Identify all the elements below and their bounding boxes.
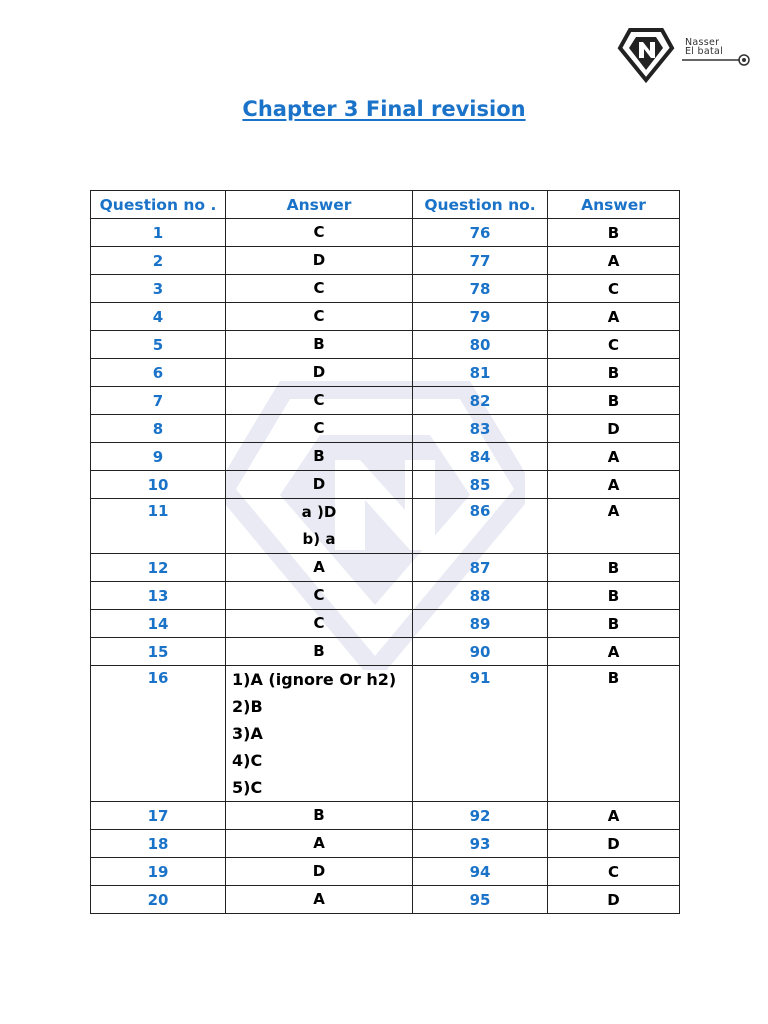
question-number-left: 12 [91, 554, 226, 582]
question-number-right: 84 [413, 443, 548, 471]
question-number-left: 1 [91, 219, 226, 247]
table-row [91, 359, 680, 387]
header-answer-left: Answer [226, 191, 413, 219]
question-number-left: 15 [91, 638, 226, 666]
table-header-row [91, 191, 680, 219]
question-number-left: 2 [91, 247, 226, 275]
question-number-left: 18 [91, 830, 226, 858]
answer-right: A [548, 443, 680, 471]
question-number-right: 89 [413, 610, 548, 638]
question-number-left: 16 [91, 666, 226, 802]
answer-left [226, 638, 413, 666]
table-row [91, 582, 680, 610]
answer-line: B [313, 642, 325, 660]
table-row [91, 303, 680, 331]
answer-right: B [548, 582, 680, 610]
question-number-left: 6 [91, 359, 226, 387]
answer-left [226, 830, 413, 858]
answer-right: A [548, 802, 680, 830]
question-number-left: 9 [91, 443, 226, 471]
question-number-right: 79 [413, 303, 548, 331]
table-row [91, 443, 680, 471]
answers-table-body [91, 219, 680, 914]
answer-right: A [548, 499, 680, 554]
answer-right: B [548, 610, 680, 638]
question-number-left: 10 [91, 471, 226, 499]
answer-line: A [313, 558, 325, 576]
question-number-left: 4 [91, 303, 226, 331]
answer-left [226, 858, 413, 886]
question-number-right: 87 [413, 554, 548, 582]
brand-name-line1: Nasser [685, 37, 720, 48]
table-row [91, 610, 680, 638]
answer-right: B [548, 666, 680, 802]
answer-line: C [313, 391, 325, 409]
table-row [91, 247, 680, 275]
page-title-text: Chapter 3 Final revision [242, 97, 526, 121]
answer-line: C [313, 223, 325, 241]
answer-left [226, 610, 413, 638]
question-number-left: 7 [91, 387, 226, 415]
answer-line: 1)A (ignore Or h2) [232, 670, 397, 689]
answer-left [226, 499, 413, 554]
table-row [91, 802, 680, 830]
question-number-left: 11 [91, 499, 226, 554]
answer-right: D [548, 830, 680, 858]
question-number-right: 85 [413, 471, 548, 499]
table-row [91, 219, 680, 247]
answer-left [226, 275, 413, 303]
question-number-left: 5 [91, 331, 226, 359]
answer-right: B [548, 554, 680, 582]
question-number-left: 14 [91, 610, 226, 638]
answer-right: D [548, 886, 680, 914]
answer-line: A [313, 890, 325, 908]
question-number-left: 13 [91, 582, 226, 610]
answer-left [226, 471, 413, 499]
answer-right: A [548, 638, 680, 666]
question-number-right: 86 [413, 499, 548, 554]
question-number-left: 20 [91, 886, 226, 914]
answer-right: C [548, 331, 680, 359]
answer-line: B [313, 335, 325, 353]
answer-right: A [548, 303, 680, 331]
question-number-left: 17 [91, 802, 226, 830]
table-row [91, 275, 680, 303]
answer-left [226, 331, 413, 359]
brand-name-line2: El batal [685, 46, 724, 57]
answer-left [226, 582, 413, 610]
answer-line: A [313, 834, 325, 852]
answer-left [226, 219, 413, 247]
answer-left [226, 666, 413, 802]
answer-right: B [548, 387, 680, 415]
answer-line: 4)C [232, 751, 263, 770]
answer-line: B [313, 447, 325, 465]
answer-line: C [313, 279, 325, 297]
question-number-right: 94 [413, 858, 548, 886]
answer-line: a )D [301, 503, 337, 521]
question-number-right: 95 [413, 886, 548, 914]
brand-name [685, 38, 723, 56]
table-row [91, 638, 680, 666]
table-row [91, 471, 680, 499]
table-row [91, 858, 680, 886]
table-row [91, 830, 680, 858]
question-number-right: 88 [413, 582, 548, 610]
question-number-right: 93 [413, 830, 548, 858]
table-row [91, 554, 680, 582]
answer-left [226, 303, 413, 331]
answer-right: B [548, 219, 680, 247]
answer-left [226, 886, 413, 914]
answer-left [226, 554, 413, 582]
page-title [0, 97, 768, 121]
answer-left [226, 802, 413, 830]
answer-right: D [548, 415, 680, 443]
answer-line: C [313, 419, 325, 437]
question-number-right: 78 [413, 275, 548, 303]
question-number-right: 81 [413, 359, 548, 387]
answer-line: 3)A [232, 724, 263, 743]
question-number-right: 80 [413, 331, 548, 359]
answer-right: C [548, 275, 680, 303]
question-number-right: 92 [413, 802, 548, 830]
question-number-left: 8 [91, 415, 226, 443]
answer-left [226, 415, 413, 443]
answer-left [226, 443, 413, 471]
table-row [91, 886, 680, 914]
answer-left [226, 359, 413, 387]
table-row [91, 499, 680, 554]
answer-line: 5)C [232, 778, 263, 797]
table-row [91, 415, 680, 443]
answer-line: C [313, 586, 325, 604]
question-number-right: 82 [413, 387, 548, 415]
table-row [91, 331, 680, 359]
question-number-right: 77 [413, 247, 548, 275]
answer-line: D [312, 251, 326, 269]
answer-right: B [548, 359, 680, 387]
answer-line: b) a [302, 530, 336, 548]
table-row [91, 666, 680, 802]
header-answer-right: Answer [548, 191, 680, 219]
question-number-right: 91 [413, 666, 548, 802]
answer-right: C [548, 858, 680, 886]
answer-right: A [548, 471, 680, 499]
answer-line: C [313, 614, 325, 632]
answer-line: D [312, 862, 326, 880]
question-number-right: 90 [413, 638, 548, 666]
answer-left [226, 387, 413, 415]
header-question-no-left: Question no . [91, 191, 226, 219]
header-question-no-right: Question no. [413, 191, 548, 219]
answer-line: D [312, 475, 326, 493]
question-number-left: 19 [91, 858, 226, 886]
question-number-right: 83 [413, 415, 548, 443]
answer-line: 2)B [232, 697, 263, 716]
answers-table [90, 190, 680, 914]
answer-line: D [312, 363, 326, 381]
table-row [91, 387, 680, 415]
question-number-right: 76 [413, 219, 548, 247]
answer-right: A [548, 247, 680, 275]
answer-left [226, 247, 413, 275]
question-number-left: 3 [91, 275, 226, 303]
answer-line: C [313, 307, 325, 325]
answer-line: B [313, 806, 325, 824]
